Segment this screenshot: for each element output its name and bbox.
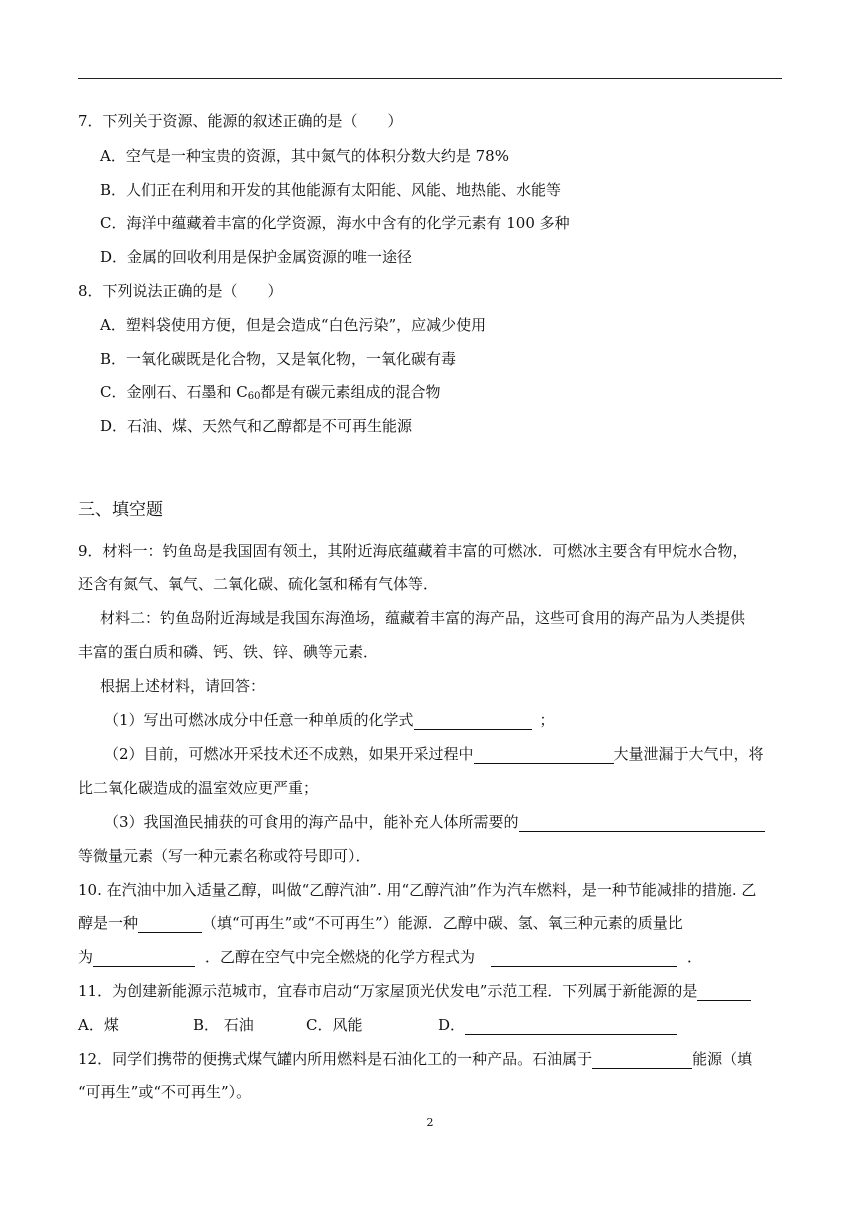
q9-prompt: 根据上述材料，请回答： (100, 677, 266, 695)
q10-stem: 10. 在汽油中加入适量乙醇，叫做“乙醇汽油”. 用“乙醇汽油”作为汽车燃料，是一种节能减排的措施. 乙 (78, 881, 757, 899)
q8-stem: 8．下列说法正确的是（ ） (78, 282, 283, 300)
q9-material1-cont: 还含有氮气、氧气、二氧化碳、硫化氢和稀有气体等． (78, 575, 439, 593)
q10-line3 (78, 947, 702, 967)
q9-part1 (104, 710, 555, 730)
q11-option-b: B． 石油 (193, 1016, 254, 1034)
page-number: 2 (426, 1116, 434, 1129)
q8-option-d: D．石油、煤、天然气和乙醇都是不可再生能源 (100, 417, 413, 435)
q11-option-a: A．煤 (78, 1016, 119, 1034)
answer-blank[interactable] (93, 950, 195, 967)
q9-part3 (104, 812, 765, 832)
answer-blank[interactable] (491, 950, 677, 967)
q7-option-c: C．海洋中蕴藏着丰富的化学资源，海水中含有的化学元素有 100 多种 (100, 214, 570, 232)
q11-option-d-text: D． (438, 1016, 466, 1034)
answer-blank[interactable] (138, 916, 202, 933)
q9-part3-text: （3）我国渔民捕获的可食用的海产品中，能补充人体所需要的 (104, 813, 519, 831)
answer-blank[interactable] (592, 1052, 692, 1069)
q9-part2-text-end: 大量泄漏于大气中，将 (613, 745, 764, 763)
q12-stem-text: 12．同学们携带的便携式煤气罐内所用燃料是石油化工的一种产品。石油属于 (78, 1050, 593, 1068)
q9-part2-cont: 比二氧化碳造成的温室效应更严重； (78, 779, 319, 797)
q7-option-b: B．人们正在利用和开发的其他能源有太阳能、风能、地热能、水能等 (100, 181, 562, 199)
q7-stem: 7．下列关于资源、能源的叙述正确的是（ ） (78, 112, 403, 130)
q8-option-a: A．塑料袋使用方便，但是会造成“白色污染”，应减少使用 (100, 316, 487, 334)
q9-part3-cont: 等微量元素（写一种元素名称或符号即可）． (78, 847, 371, 865)
answer-blank[interactable] (414, 713, 532, 730)
q8-option-c-text-end: 都是有碳元素组成的混合物 (260, 383, 441, 401)
q10-line3-text-mid: ．乙醇在空气中完全燃烧的化学方程式为 (205, 948, 476, 966)
q12-stem (78, 1049, 752, 1069)
q10-line3-text: 为 (78, 948, 94, 966)
q10-line2-text: 醇是一种 (78, 914, 139, 932)
q11-option-d (438, 1015, 677, 1035)
answer-blank[interactable] (519, 815, 765, 832)
header-rule (78, 78, 782, 79)
q9-part2 (104, 744, 764, 764)
answer-blank[interactable] (465, 1018, 677, 1035)
q11-option-c: C．风能 (306, 1016, 363, 1034)
q9-material1: 9．材料一：钓鱼岛是我国固有领土，其附近海底蕴藏着丰富的可燃冰．可燃冰主要含有甲烷水合物， (78, 542, 748, 560)
q9-material2-cont: 丰富的蛋白质和磷、钙、铁、锌、碘等元素． (78, 643, 379, 661)
q9-part1-text: （1）写出可燃冰成分中任意一种单质的化学式 (104, 711, 414, 729)
q8-option-c (100, 382, 440, 407)
q9-part1-end: ； (539, 711, 555, 729)
q8-option-c-text: C．金刚石、石墨和 C (100, 383, 248, 401)
q12-stem-cont: “可再生”或“不可再生”）。 (78, 1083, 252, 1101)
q9-material2: 材料二：钓鱼岛附近海域是我国东海渔场，蕴藏着丰富的海产品，这些可食用的海产品为人类提供 (100, 609, 746, 627)
q8-option-b: B．一氧化碳既是化合物，又是氧化物，一氧化碳有毒 (100, 350, 457, 368)
q8-option-c-subscript: 60 (247, 391, 261, 402)
q10-line3-text-end: ． (687, 948, 703, 966)
q9-part2-text: （2）目前，可燃冰开采技术还不成熟，如果开采过程中 (104, 745, 474, 763)
q10-line2 (78, 913, 683, 933)
section-heading: 三、填空题 (78, 500, 163, 520)
answer-blank[interactable] (474, 747, 614, 764)
q10-line2-text-end: （填“可再生”或“不可再生”）能源．乙醇中碳、氢、氧三种元素的质量比 (202, 914, 683, 932)
q7-option-d: D．金属的回收利用是保护金属资源的唯一途径 (100, 248, 413, 266)
q12-stem-text-end: 能源（填 (692, 1050, 753, 1068)
q7-option-a: A．空气是一种宝贵的资源，其中氮气的体积分数大约是 78% (100, 147, 509, 165)
q11-stem-text: 11．为创建新能源示范城市，宜春市启动“万家屋顶光伏发电”示范工程．下列属于新能源的是 (78, 982, 698, 1000)
answer-blank[interactable] (697, 984, 751, 1001)
q11-stem (78, 981, 751, 1001)
